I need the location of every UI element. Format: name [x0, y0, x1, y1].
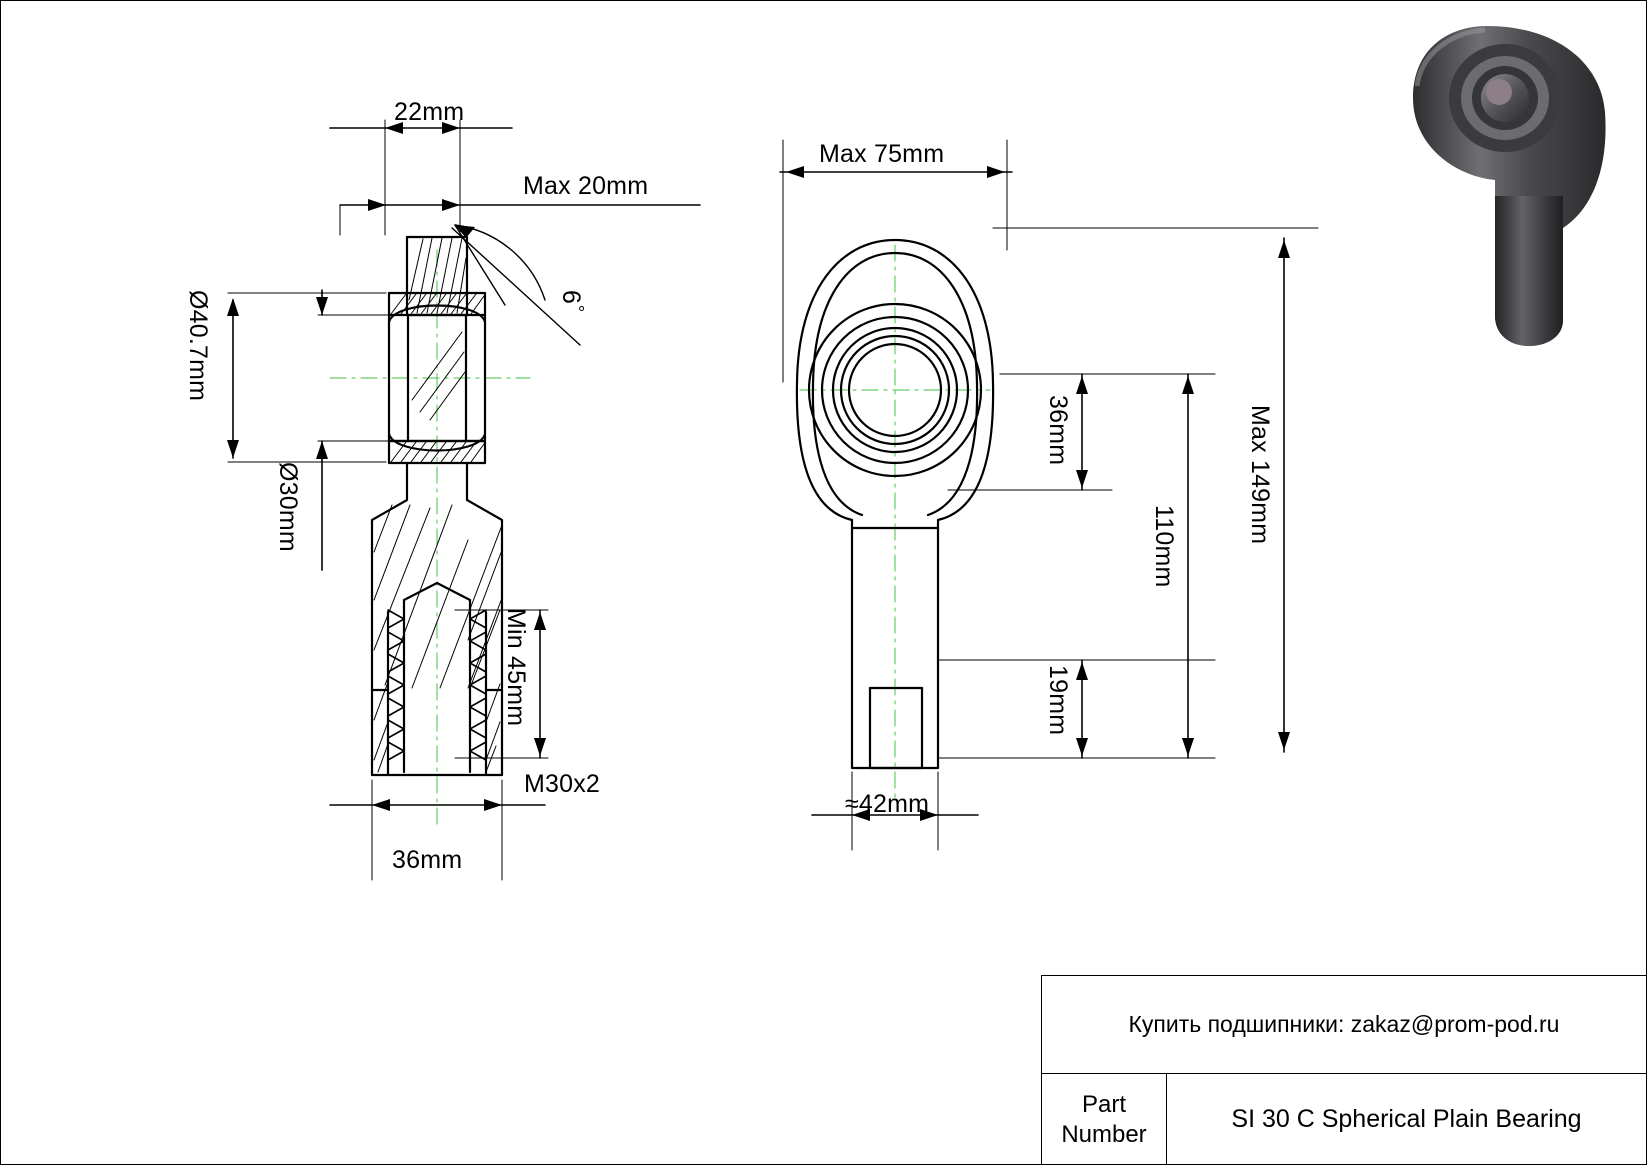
contact-text: Купить подшипники: zakaz@prom-pod.ru	[1128, 1011, 1560, 1037]
part-number-label-line2: Number	[1061, 1120, 1147, 1148]
dim-label-42mm: ≈42mm	[845, 790, 930, 818]
dim-label-thread: M30x2	[524, 770, 601, 798]
dim-label-max149: Max 149mm	[1246, 405, 1274, 545]
part-number-label-line1: Part	[1081, 1090, 1126, 1118]
dim-label-max20mm: Max 20mm	[523, 172, 649, 200]
dim-label-19mm: 19mm	[1044, 665, 1072, 736]
degree-symbol: °	[578, 303, 586, 323]
part-number-label	[1042, 1074, 1167, 1165]
dim-label-36mm-width: 36mm	[392, 846, 463, 874]
part-number-row	[1042, 1074, 1646, 1165]
part-number-value: SI 30 C Spherical Plain Bearing	[1231, 1105, 1582, 1133]
dim-label-d40-7: Ø40.7mm	[184, 290, 212, 402]
bearing-photo	[1395, 20, 1630, 350]
dim-label-max75: Max 75mm	[819, 140, 945, 168]
title-block	[1041, 975, 1646, 1165]
dim-label-d30: Ø30mm	[274, 462, 302, 552]
dim-label-36mm-height: 36mm	[1044, 395, 1072, 466]
dim-label-min45: Min 45mm	[502, 608, 530, 727]
dim-label-110mm: 110mm	[1150, 505, 1178, 588]
dim-label-22mm: 22mm	[394, 98, 465, 126]
dim-label-angle: 6	[557, 290, 585, 305]
contact-row	[1042, 976, 1646, 1074]
